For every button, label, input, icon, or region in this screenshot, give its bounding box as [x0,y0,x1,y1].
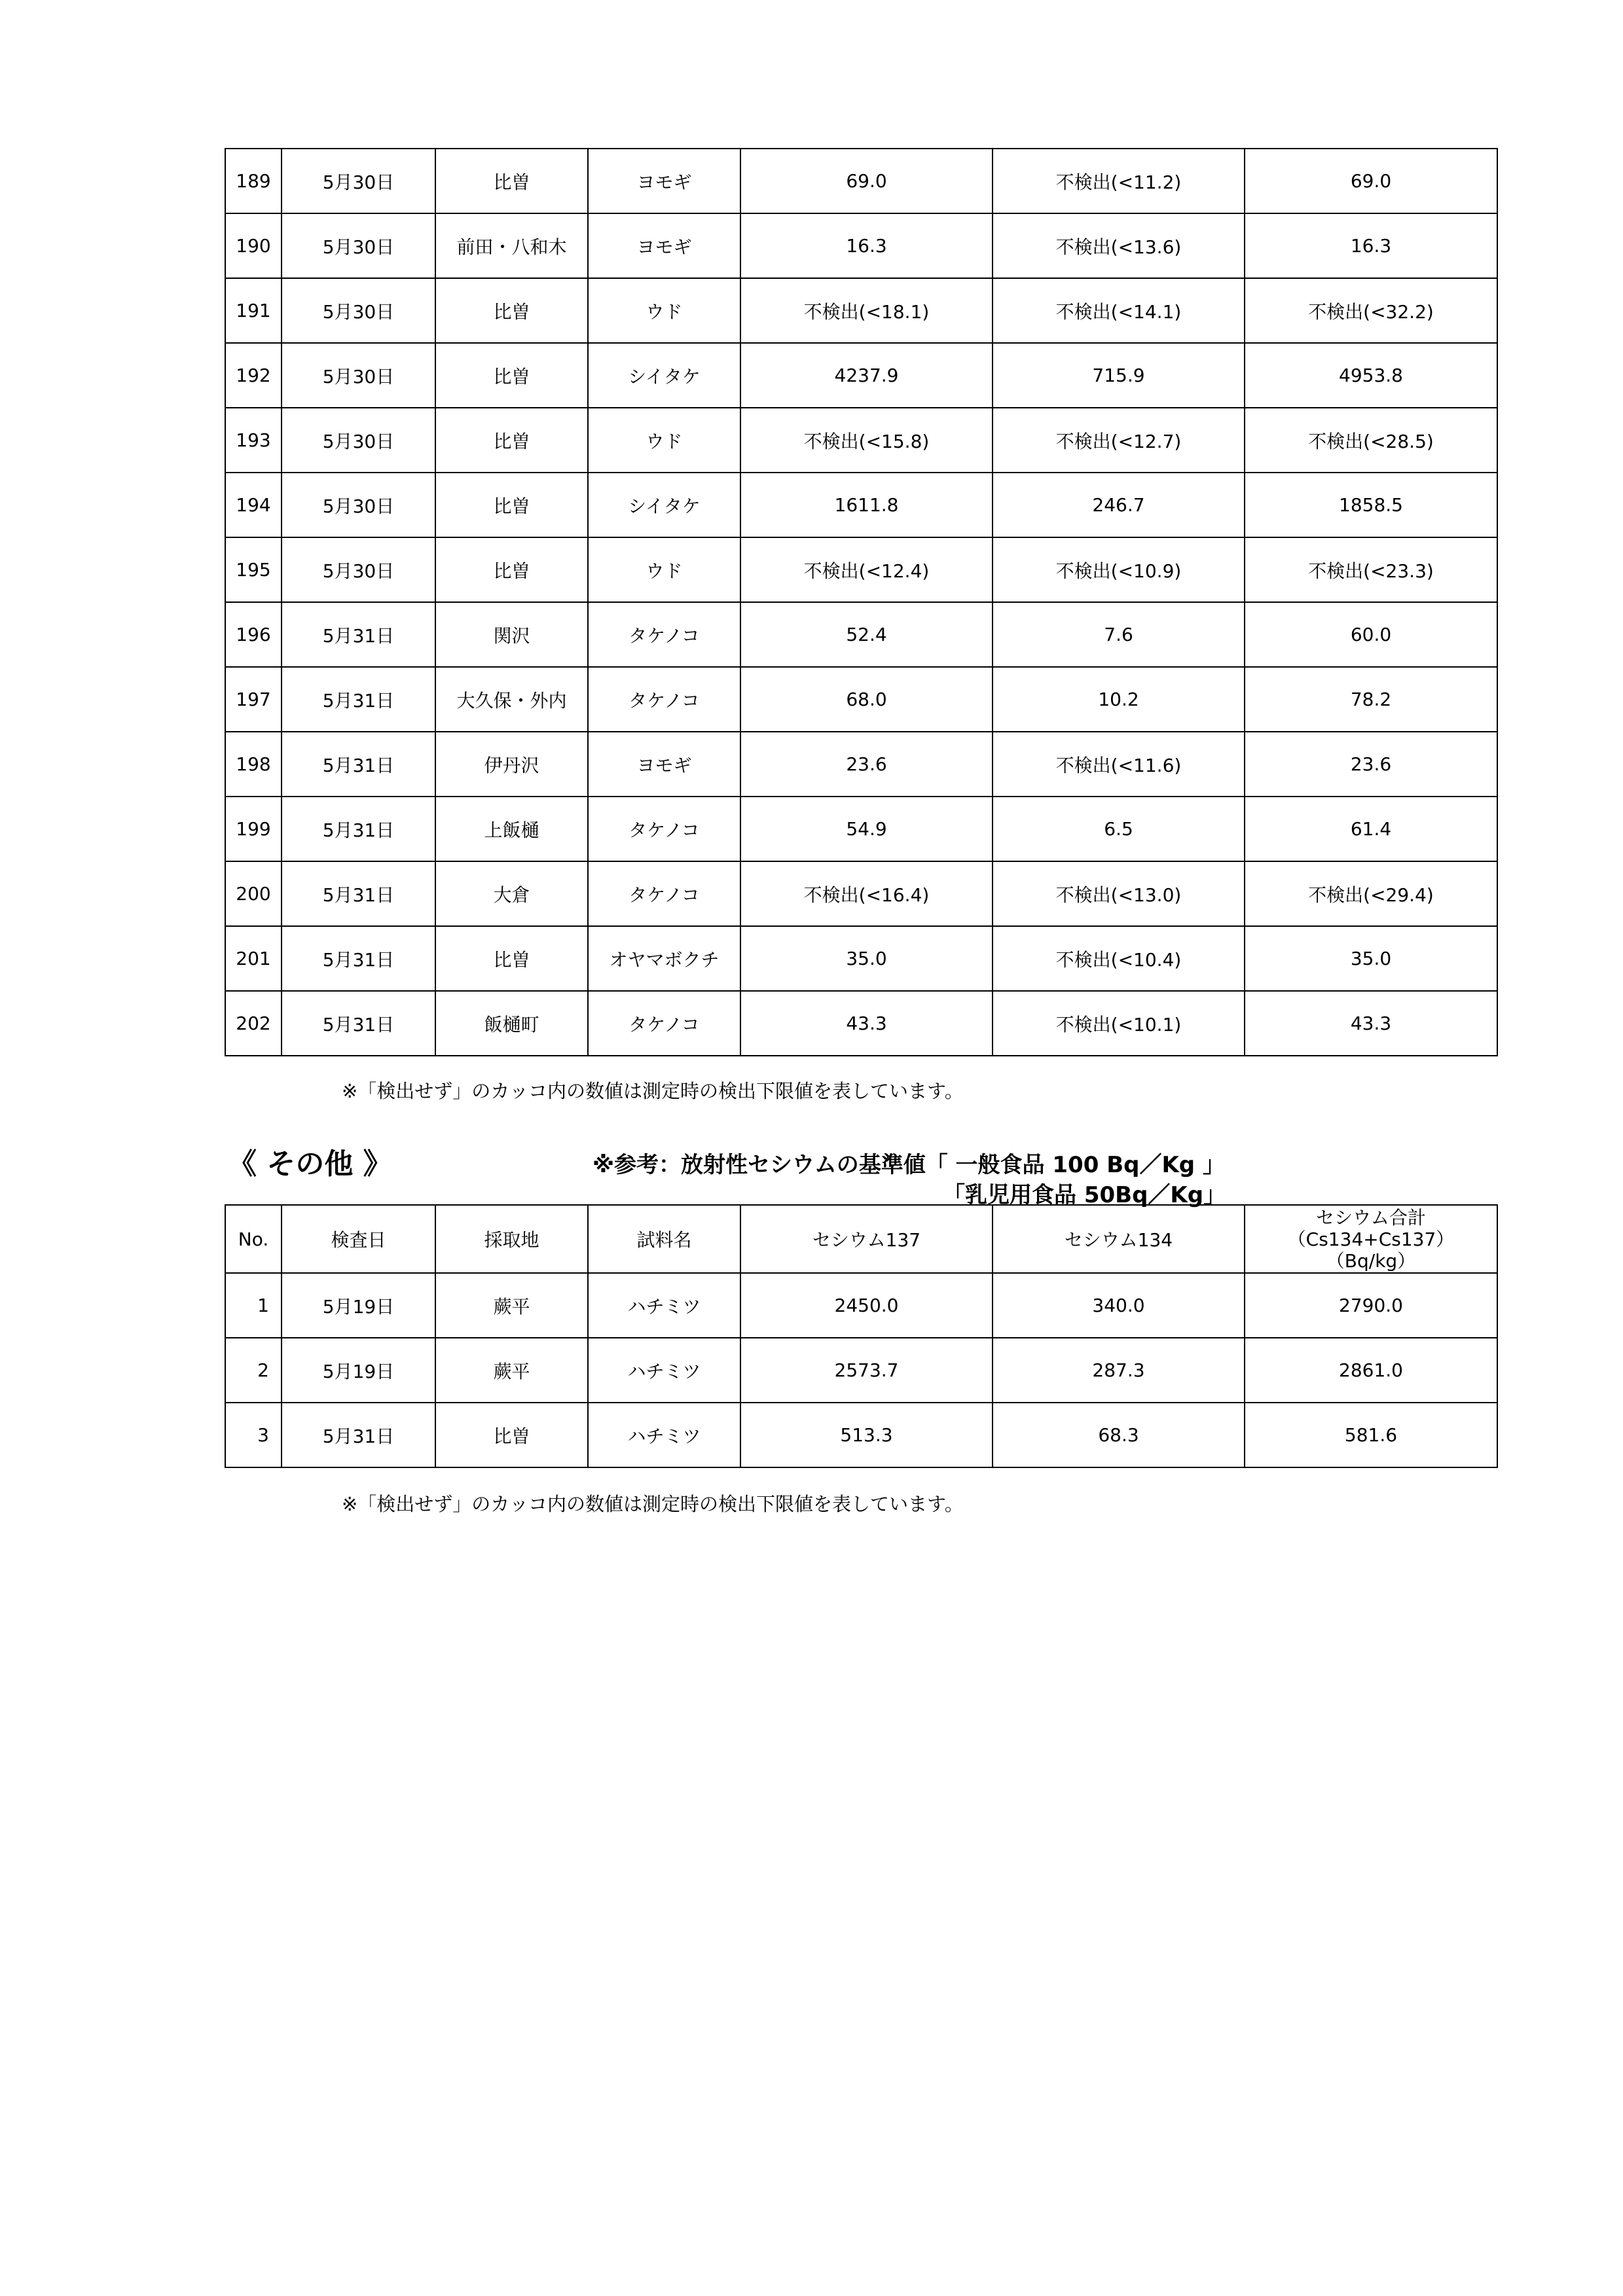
cell-date: 5月30日 [282,473,435,537]
cell-total: 69.0 [1245,149,1497,213]
cell-cs134: 不検出(<10.4) [993,926,1245,991]
cell-total: 不検出(<23.3) [1245,537,1497,602]
cell-sample: ヨモギ [588,732,740,797]
cell-no: 198 [225,732,282,797]
inspection-results-body [225,149,1497,1056]
table-row [225,537,1497,602]
cell-cs137: 16.3 [740,213,993,278]
cell-no: 199 [225,797,282,861]
cell-sample: ヨモギ [588,213,740,278]
cell-date: 5月30日 [282,149,435,213]
cell-sample: シイタケ [588,343,740,408]
cell-cs134: 287.3 [993,1338,1245,1403]
cell-total: 581.6 [1245,1403,1497,1467]
cell-no: 194 [225,473,282,537]
cell-cs137: 54.9 [740,797,993,861]
cell-cs134: 7.6 [993,602,1245,667]
cell-place: 蕨平 [435,1273,588,1338]
cell-place: 比曽 [435,343,588,408]
table-row [225,861,1497,926]
cell-cs134: 不検出(<12.7) [993,408,1245,473]
cell-cs137: 不検出(<15.8) [740,408,993,473]
cell-cs134: 不検出(<11.2) [993,149,1245,213]
cell-date: 5月30日 [282,343,435,408]
cell-total: 不検出(<32.2) [1245,278,1497,343]
header-cs134: セシウム134 [993,1205,1245,1273]
cell-place: 比曽 [435,149,588,213]
cell-date: 5月30日 [282,213,435,278]
cell-total: 60.0 [1245,602,1497,667]
cell-place: 関沢 [435,602,588,667]
table-row [225,473,1497,537]
table-row [225,926,1497,991]
header-place: 採取地 [435,1205,588,1273]
table-row [225,408,1497,473]
cell-cs137: 不検出(<16.4) [740,861,993,926]
other-results-body [225,1205,1497,1467]
header-total [1245,1205,1497,1273]
cell-sample: ヨモギ [588,149,740,213]
detection-limit-note-2: ※「検出せず」のカッコ内の数値は測定時の検出下限値を表しています。 [342,1493,964,1515]
header-date: 検査日 [282,1205,435,1273]
table-row [225,732,1497,797]
cell-no: 202 [225,991,282,1056]
cell-no: 192 [225,343,282,408]
cell-sample: タケノコ [588,861,740,926]
cell-sample: ハチミツ [588,1403,740,1467]
cell-cs134: 715.9 [993,343,1245,408]
cell-place: 比曽 [435,1403,588,1467]
cell-cs137: 23.6 [740,732,993,797]
cell-no: 190 [225,213,282,278]
cell-cs137: 1611.8 [740,473,993,537]
cell-place: 前田・八和木 [435,213,588,278]
header-total-line3: （Bq/kg） [1326,1249,1416,1272]
cell-place: 上飯樋 [435,797,588,861]
cell-no: 193 [225,408,282,473]
reference-standard-infant: 「乳児用食品 50Bq／Kg」 [943,1182,1226,1208]
cell-sample: タケノコ [588,797,740,861]
cell-cs137: 52.4 [740,602,993,667]
cell-no: 191 [225,278,282,343]
cell-cs137: 4237.9 [740,343,993,408]
cell-place: 比曽 [435,926,588,991]
cell-cs137: 513.3 [740,1403,993,1467]
cell-sample: ハチミツ [588,1338,740,1403]
cell-cs134: 340.0 [993,1273,1245,1338]
header-total-line2: （Cs134+Cs137） [1287,1228,1455,1250]
cell-place: 比曽 [435,278,588,343]
cell-place: 比曽 [435,408,588,473]
table-row [225,278,1497,343]
cell-date: 5月31日 [282,926,435,991]
detection-limit-note: ※「検出せず」のカッコ内の数値は測定時の検出下限値を表しています。 [342,1080,964,1102]
cell-cs137: 69.0 [740,149,993,213]
table-row [225,1273,1497,1338]
cell-cs134: 不検出(<11.6) [993,732,1245,797]
cell-place: 比曽 [435,473,588,537]
cell-cs137: 43.3 [740,991,993,1056]
cell-date: 5月31日 [282,667,435,732]
cell-cs134: 不検出(<10.1) [993,991,1245,1056]
inspection-results-table [225,148,1498,1056]
cell-cs137: 不検出(<18.1) [740,278,993,343]
header-sample: 試料名 [588,1205,740,1273]
cell-cs134: 10.2 [993,667,1245,732]
header-no: No. [225,1205,282,1273]
cell-total: 1858.5 [1245,473,1497,537]
cell-cs134: 68.3 [993,1403,1245,1467]
cell-total: 2790.0 [1245,1273,1497,1338]
cell-no: 1 [225,1273,282,1338]
header-row [225,1205,1497,1273]
cell-sample: タケノコ [588,602,740,667]
cell-place: 飯樋町 [435,991,588,1056]
table-row [225,797,1497,861]
cell-no: 201 [225,926,282,991]
cell-date: 5月31日 [282,991,435,1056]
cell-date: 5月31日 [282,1403,435,1467]
cell-date: 5月31日 [282,732,435,797]
cell-sample: シイタケ [588,473,740,537]
cell-cs137: 35.0 [740,926,993,991]
table-row [225,667,1497,732]
cell-total: 不検出(<29.4) [1245,861,1497,926]
cell-cs137: 2450.0 [740,1273,993,1338]
cell-place: 伊丹沢 [435,732,588,797]
table-row [225,1403,1497,1467]
cell-total: 不検出(<28.5) [1245,408,1497,473]
cell-total: 43.3 [1245,991,1497,1056]
cell-place: 蕨平 [435,1338,588,1403]
cell-date: 5月31日 [282,861,435,926]
cell-cs134: 不検出(<13.0) [993,861,1245,926]
cell-sample: オヤマボクチ [588,926,740,991]
cell-cs134: 不検出(<13.6) [993,213,1245,278]
cell-place: 比曽 [435,537,588,602]
cell-sample: ハチミツ [588,1273,740,1338]
other-results-table [225,1204,1498,1468]
cell-cs134: 不検出(<14.1) [993,278,1245,343]
table-row [225,149,1497,213]
cell-date: 5月19日 [282,1273,435,1338]
cell-no: 2 [225,1338,282,1403]
cell-no: 3 [225,1403,282,1467]
cell-date: 5月30日 [282,408,435,473]
cell-sample: ウド [588,408,740,473]
table-row [225,213,1497,278]
cell-no: 195 [225,537,282,602]
cell-cs137: 68.0 [740,667,993,732]
cell-total: 78.2 [1245,667,1497,732]
cell-date: 5月19日 [282,1338,435,1403]
cell-no: 197 [225,667,282,732]
header-total-line1: セシウム合計 [1316,1206,1426,1229]
table-row [225,602,1497,667]
cell-total: 35.0 [1245,926,1497,991]
table-row [225,343,1497,408]
cell-sample: ウド [588,537,740,602]
cell-total: 2861.0 [1245,1338,1497,1403]
cell-no: 196 [225,602,282,667]
cell-no: 200 [225,861,282,926]
cell-sample: タケノコ [588,667,740,732]
cell-place: 大倉 [435,861,588,926]
cell-place: 大久保・外内 [435,667,588,732]
table-row [225,991,1497,1056]
cell-sample: ウド [588,278,740,343]
cell-cs137: 2573.7 [740,1338,993,1403]
cell-date: 5月31日 [282,602,435,667]
table-row [225,1338,1497,1403]
cell-total: 16.3 [1245,213,1497,278]
cell-total: 4953.8 [1245,343,1497,408]
cell-cs134: 不検出(<10.9) [993,537,1245,602]
cell-cs134: 6.5 [993,797,1245,861]
section-title-other: 《 その他 》 [228,1147,392,1181]
cell-total: 61.4 [1245,797,1497,861]
reference-standard-general: ※参考：放射性セシウムの基準値「 一般食品 100 Bq／Kg 」 [593,1152,1225,1178]
cell-date: 5月31日 [282,797,435,861]
header-cs137: セシウム137 [740,1205,993,1273]
cell-cs134: 246.7 [993,473,1245,537]
cell-date: 5月30日 [282,537,435,602]
cell-total: 23.6 [1245,732,1497,797]
cell-no: 189 [225,149,282,213]
cell-date: 5月30日 [282,278,435,343]
cell-sample: タケノコ [588,991,740,1056]
cell-cs137: 不検出(<12.4) [740,537,993,602]
